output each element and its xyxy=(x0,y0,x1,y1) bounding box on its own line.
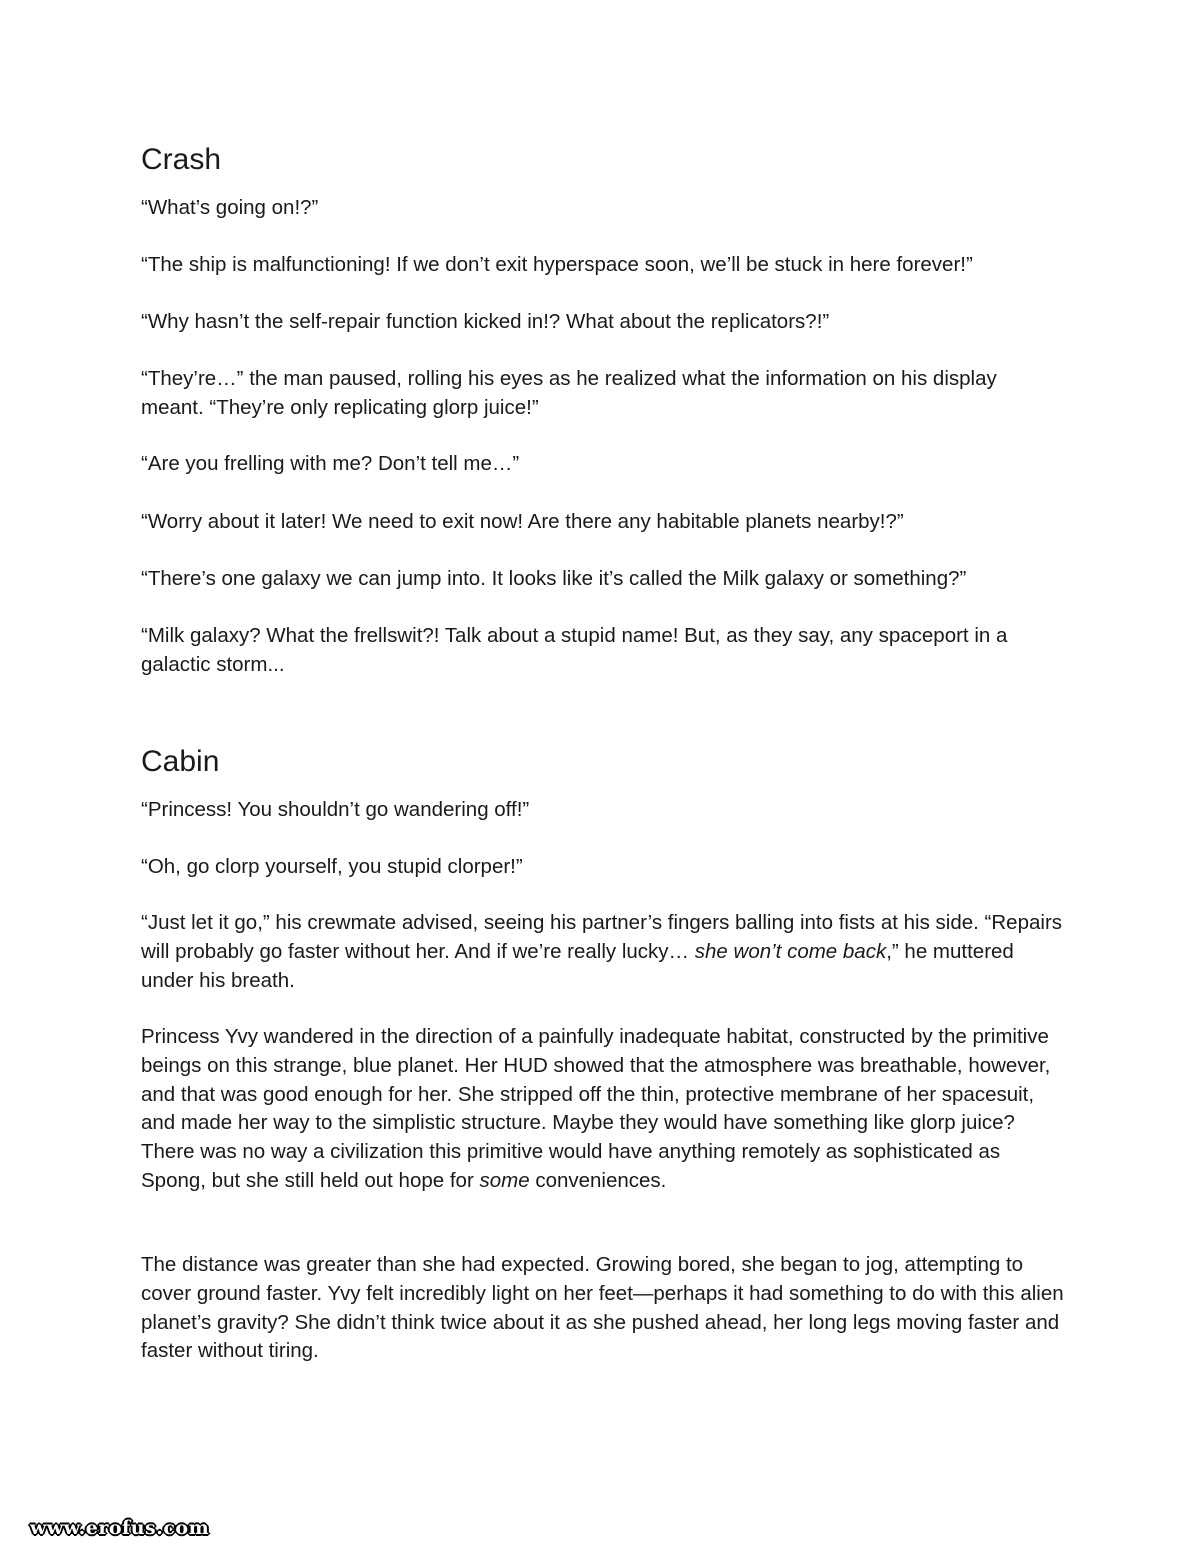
crash-paragraph-5: “Are you frelling with me? Don’t tell me…” xyxy=(141,452,520,475)
crash-paragraph-7: “There’s one galaxy we can jump into. It looks like it’s called the Milk galaxy or something?” xyxy=(141,567,967,590)
crash-paragraph-4: “They’re…” the man paused, rolling his eyes as he realized what the information on his display meant. “They’re only replicating glorp juice!” xyxy=(141,367,997,419)
cabin-paragraph-3-italic: she won’t come back xyxy=(694,939,887,963)
crash-paragraph-6: “Worry about it later! We need to exit now! Are there any habitable planets nearby!?” xyxy=(141,510,904,533)
crash-paragraph-8: “Milk galaxy? What the frellswit?! Talk about a stupid name! But, as they say, any spaceport in a galactic storm... xyxy=(141,624,1008,676)
cabin-paragraph-3-text-end: ,” he muttered under his breath. xyxy=(141,939,1014,992)
site-watermark: www.erofus.com xyxy=(30,1517,210,1539)
cabin-paragraph-4 xyxy=(141,1023,1056,1196)
cabin-paragraph-1: “Princess! You shouldn’t go wandering off!” xyxy=(141,798,530,821)
cabin-paragraph-4-text: Princess Yvy wandered in the direction of a painfully inadequate habitat, constructed by the primitive beings on this strange, blue planet. Her HUD showed that the atmosphere was breathable, however, and that was good enough for her. She stripped off the thin, protective membrane of her spacesuit, and made her way to the simplistic structure. Maybe they would have something like glorp juice? There was no way a civilization this primitive would have anything remotely as sophisticated as Spong, but she still held out hope for xyxy=(141,1025,1051,1192)
cabin-paragraph-3 xyxy=(141,909,1071,995)
section-title-crash: Crash xyxy=(141,143,222,176)
section-title-cabin: Cabin xyxy=(141,745,220,778)
crash-paragraph-2: “The ship is malfunctioning! If we don’t exit hyperspace soon, we’ll be stuck in here forever!” xyxy=(141,253,973,276)
cabin-paragraph-2: “Oh, go clorp yourself, you stupid clorper!” xyxy=(141,855,523,878)
cabin-paragraph-4-italic: some xyxy=(479,1168,530,1192)
cabin-paragraph-4-text-end: conveniences. xyxy=(529,1168,667,1192)
crash-paragraph-1: “What’s going on!?” xyxy=(141,196,319,219)
cabin-paragraph-3-text: “Just let it go,” his crewmate advised, seeing his partner’s fingers balling into fists at his side. “Repairs will probably go faster without her. And if we’re really lucky… xyxy=(141,911,1063,963)
crash-paragraph-3: “Why hasn’t the self-repair function kicked in!? What about the replicators?!” xyxy=(141,310,830,333)
cabin-paragraph-5: The distance was greater than she had expected. Growing bored, she began to jog, attempting to cover ground faster. Yvy felt incredibly light on her feet—perhaps it had something to do with this alien planet’s gravity? She didn’t think twice about it as she pushed ahead, her long legs moving faster and faster without tiring. xyxy=(141,1253,1064,1363)
